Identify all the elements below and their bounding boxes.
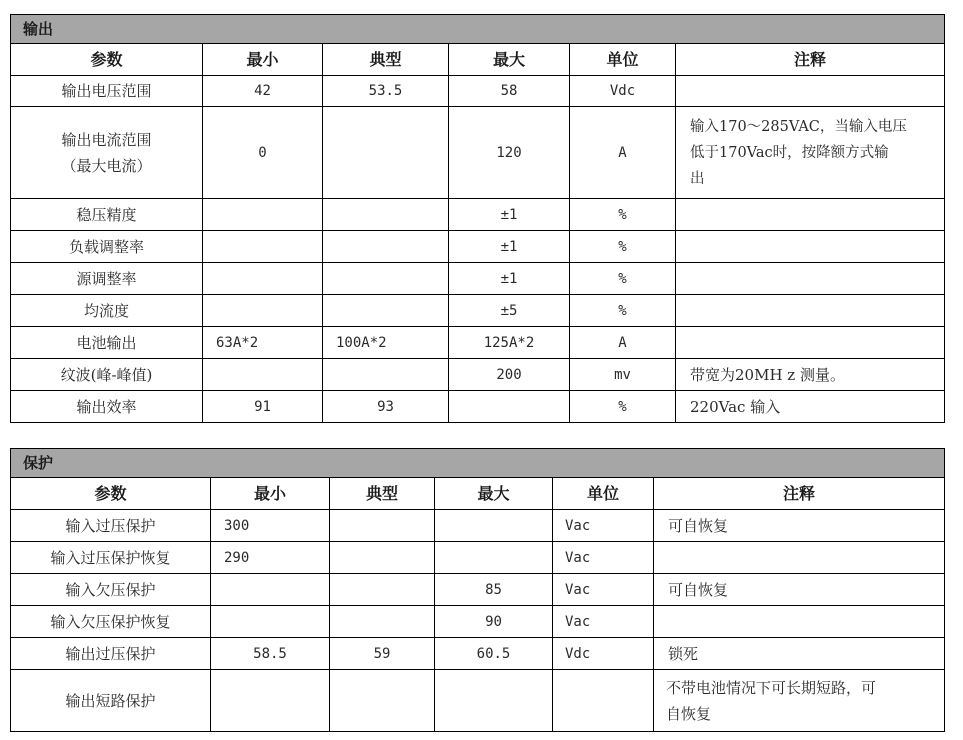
unit-cell: A bbox=[570, 107, 676, 199]
note-cell bbox=[676, 295, 945, 327]
min-cell bbox=[203, 359, 323, 391]
param-cell: 输入欠压保护 bbox=[11, 574, 211, 606]
max-cell: 90 bbox=[435, 606, 553, 638]
param-cell: 负载调整率 bbox=[11, 231, 203, 263]
param-line: 输出电流范围 bbox=[61, 130, 152, 149]
min-cell bbox=[203, 263, 323, 295]
table-row bbox=[11, 359, 945, 391]
typ-cell bbox=[330, 510, 435, 542]
note-line: 出 bbox=[690, 170, 705, 187]
table-row bbox=[11, 542, 945, 574]
max-cell: 85 bbox=[435, 574, 553, 606]
col-header-max: 最大 bbox=[449, 44, 570, 76]
param-cell: 输出效率 bbox=[11, 391, 203, 423]
min-cell bbox=[203, 295, 323, 327]
param-cell: 电池输出 bbox=[11, 327, 203, 359]
unit-cell: % bbox=[570, 391, 676, 423]
note-cell bbox=[676, 107, 945, 199]
col-header-unit: 单位 bbox=[553, 478, 654, 510]
note-line: 自恢复 bbox=[666, 704, 712, 723]
param-cell: 输入过压保护 bbox=[11, 510, 211, 542]
col-header-note: 注释 bbox=[676, 44, 945, 76]
max-cell: 60.5 bbox=[435, 638, 553, 670]
unit-cell: % bbox=[570, 263, 676, 295]
unit-cell: A bbox=[570, 327, 676, 359]
min-cell: 58.5 bbox=[211, 638, 330, 670]
typ-cell bbox=[323, 295, 449, 327]
typ-cell bbox=[323, 231, 449, 263]
col-header-min: 最小 bbox=[211, 478, 330, 510]
note-cell bbox=[676, 199, 945, 231]
param-cell bbox=[11, 107, 203, 199]
protection-spec-table bbox=[10, 448, 945, 732]
unit-cell: Vdc bbox=[570, 76, 676, 107]
col-header-typ: 典型 bbox=[330, 478, 435, 510]
min-cell bbox=[203, 199, 323, 231]
param-cell: 稳压精度 bbox=[11, 199, 203, 231]
min-cell bbox=[211, 574, 330, 606]
col-header-note: 注释 bbox=[654, 478, 945, 510]
max-cell: ±1 bbox=[449, 263, 570, 295]
typ-cell: 59 bbox=[330, 638, 435, 670]
param-cell: 源调整率 bbox=[11, 263, 203, 295]
note-cell: 可自恢复 bbox=[654, 574, 945, 606]
note-line: 低于170Vac时，按降额方式输 bbox=[690, 144, 889, 161]
typ-cell bbox=[323, 359, 449, 391]
unit-cell: % bbox=[570, 199, 676, 231]
col-header-min: 最小 bbox=[203, 44, 323, 76]
note-cell: 带宽为20MH z 测量。 bbox=[676, 359, 945, 391]
typ-cell bbox=[323, 263, 449, 295]
param-cell: 纹波(峰-峰值) bbox=[11, 359, 203, 391]
param-line: （最大电流） bbox=[61, 156, 152, 175]
max-cell bbox=[449, 391, 570, 423]
param-cell: 输出电压范围 bbox=[11, 76, 203, 107]
param-cell: 输入欠压保护恢复 bbox=[11, 606, 211, 638]
max-cell: ±1 bbox=[449, 231, 570, 263]
note-cell: 可自恢复 bbox=[654, 510, 945, 542]
min-cell: 290 bbox=[211, 542, 330, 574]
unit-cell: mv bbox=[570, 359, 676, 391]
min-cell bbox=[211, 670, 330, 732]
typ-cell: 53.5 bbox=[323, 76, 449, 107]
col-header-max: 最大 bbox=[435, 478, 553, 510]
note-cell bbox=[654, 606, 945, 638]
table-row bbox=[11, 638, 945, 670]
table-row bbox=[11, 76, 945, 107]
typ-cell bbox=[330, 670, 435, 732]
unit-cell: % bbox=[570, 231, 676, 263]
unit-cell: Vac bbox=[553, 574, 654, 606]
note-cell: 锁死 bbox=[654, 638, 945, 670]
typ-cell: 100A*2 bbox=[323, 327, 449, 359]
unit-cell: Vdc bbox=[553, 638, 654, 670]
table-row bbox=[11, 231, 945, 263]
param-cell: 输出过压保护 bbox=[11, 638, 211, 670]
note-cell bbox=[676, 263, 945, 295]
unit-cell: Vac bbox=[553, 606, 654, 638]
min-cell: 300 bbox=[211, 510, 330, 542]
note-cell bbox=[676, 231, 945, 263]
section-title-output: 输出 bbox=[11, 15, 945, 44]
unit-cell: Vac bbox=[553, 542, 654, 574]
unit-cell bbox=[553, 670, 654, 732]
note-line: 输入170～285VAC，当输入电压 bbox=[690, 118, 907, 135]
max-cell: ±1 bbox=[449, 199, 570, 231]
table-row bbox=[11, 574, 945, 606]
max-cell: 200 bbox=[449, 359, 570, 391]
param-cell: 输入过压保护恢复 bbox=[11, 542, 211, 574]
col-header-typ: 典型 bbox=[323, 44, 449, 76]
min-cell bbox=[211, 606, 330, 638]
col-header-param: 参数 bbox=[11, 44, 203, 76]
table-row bbox=[11, 606, 945, 638]
param-cell: 输出短路保护 bbox=[11, 670, 211, 732]
table-row bbox=[11, 327, 945, 359]
table-row bbox=[11, 295, 945, 327]
typ-cell bbox=[323, 199, 449, 231]
table-row bbox=[11, 391, 945, 423]
table-row bbox=[11, 263, 945, 295]
note-cell bbox=[654, 670, 945, 732]
note-cell bbox=[676, 76, 945, 107]
unit-cell: Vac bbox=[553, 510, 654, 542]
col-header-unit: 单位 bbox=[570, 44, 676, 76]
typ-cell bbox=[330, 542, 435, 574]
min-cell: 91 bbox=[203, 391, 323, 423]
typ-cell bbox=[323, 107, 449, 199]
output-spec-table bbox=[10, 14, 945, 423]
note-cell bbox=[676, 327, 945, 359]
min-cell: 42 bbox=[203, 76, 323, 107]
table-row bbox=[11, 670, 945, 732]
typ-cell bbox=[330, 606, 435, 638]
table-row bbox=[11, 510, 945, 542]
max-cell bbox=[435, 510, 553, 542]
typ-cell bbox=[330, 574, 435, 606]
note-cell: 220Vac 输入 bbox=[676, 391, 945, 423]
table-row bbox=[11, 107, 945, 199]
max-cell bbox=[435, 542, 553, 574]
typ-cell: 93 bbox=[323, 391, 449, 423]
max-cell: 125A*2 bbox=[449, 327, 570, 359]
min-cell bbox=[203, 231, 323, 263]
param-cell: 均流度 bbox=[11, 295, 203, 327]
table-row bbox=[11, 199, 945, 231]
note-line: 不带电池情况下可长期短路，可 bbox=[666, 678, 877, 697]
section-title-protection: 保护 bbox=[11, 449, 945, 478]
note-cell bbox=[654, 542, 945, 574]
max-cell: 58 bbox=[449, 76, 570, 107]
max-cell: ±5 bbox=[449, 295, 570, 327]
col-header-param: 参数 bbox=[11, 478, 211, 510]
min-cell: 0 bbox=[203, 107, 323, 199]
min-cell: 63A*2 bbox=[203, 327, 323, 359]
max-cell bbox=[435, 670, 553, 732]
unit-cell: % bbox=[570, 295, 676, 327]
max-cell: 120 bbox=[449, 107, 570, 199]
